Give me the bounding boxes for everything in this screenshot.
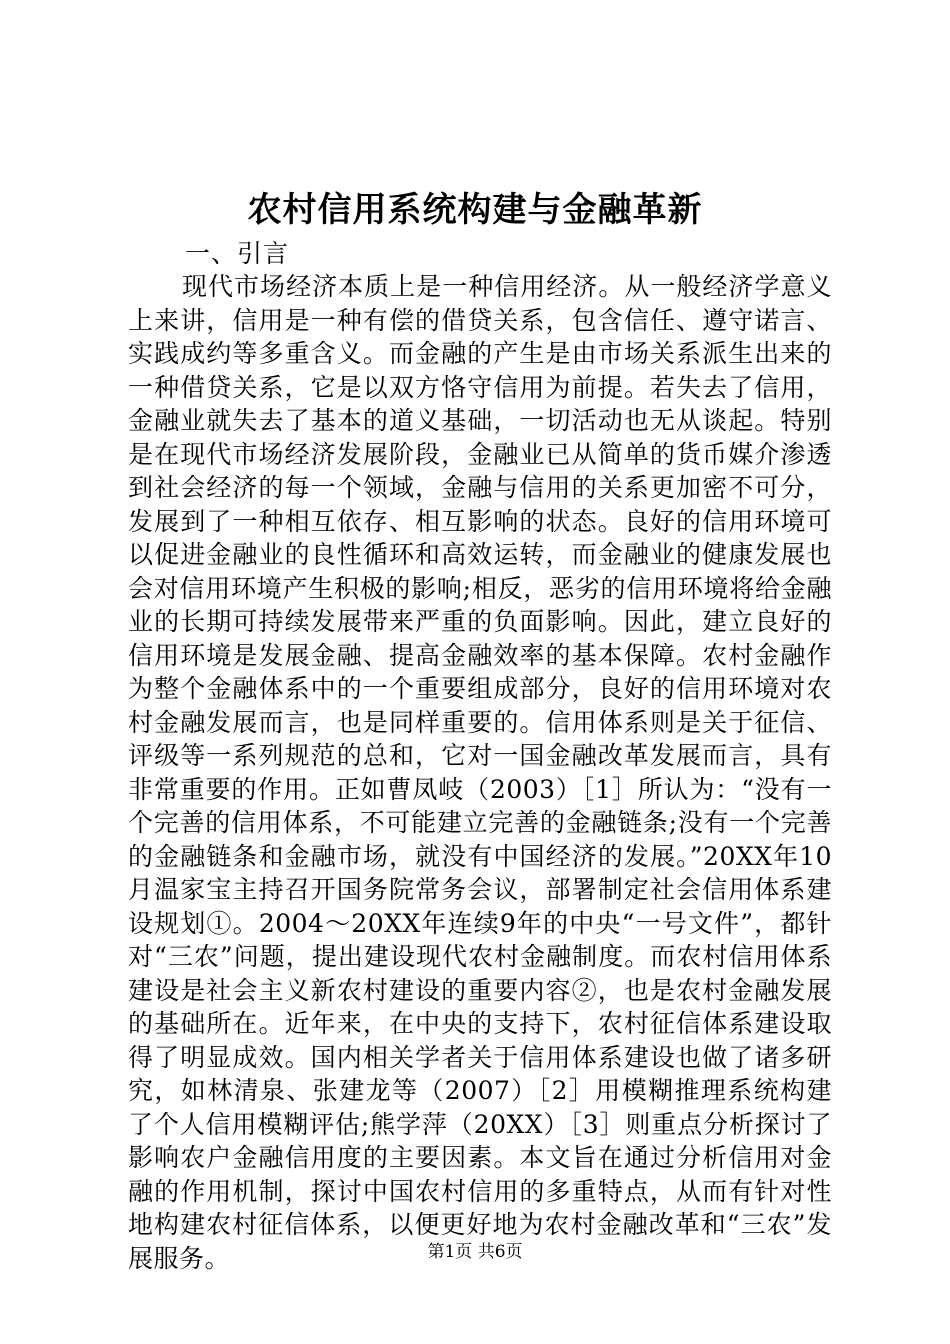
document-title: 农村信用系统构建与金融革新 xyxy=(247,190,703,230)
body-paragraph: 现代市场经济本质上是一种信用经济。从一般经济学意义上来讲，信用是一种有偿的借贷关系，包含信任、遵守诺言、实践成约等多重含义。而金融的产生是由市场关系派生出来的一种借贷关系，它是以双方恪守信用为前提。若失去了信用，金融业就失去了基本的道义基础，一切活动也无从谈起。特别是在现代市场经济发展阶段，金融业已从简单的货币媒介渗透到社会经济的每一个领域，金融与信用的关系更加密不可分，发展到了一种相互依存、相互影响的状态。良好的信用环境可以促进金融业的良性循环和高效运转，而金融业的健康发展也会对信用环境产生积极的影响;相反，恶劣的信用环境将给金融业的长期可持续发展带来严重的负面影响。因此，建立良好的信用环境是发展金融、提高金融效率的基本保障。农村金融作为整个金融体系中的一个重要组成部分，良好的信用环境对农村金融发展而言，也是同样重要的。信用体系则是关于征信、评级等一系列规范的总和，它对一国金融改革发展而言，具有非常重要的作用。正如曹凤岐（2003）［1］所认为：“没有一个完善的信用体系，不可能建立完善的金融链条;没有一个完善的金融链条和金融市场，就没有中国经济的发展。”20XX年10月温家宝主持召开国务院常务会议，部署制定社会信用体系建设规划①。2004～20XX年连续9年的中央“一号文件”，都针对“三农”问题，提出建设现代农村金融制度。而农村信用体系建设是社会主义新农村建设的重要内容②，也是农村金融发展的基础所在。近年来，在中央的支持下，农村征信体系建设取得了明显成效。国内相关学者关于信用体系建设也做了诸多研究，如林清泉、张建龙等（2007）［2］用模糊推理系统构建了个人信用模糊评估;熊学萍（20XX）［3］则重点分析探讨了影响农户金融信用度的主要因素。本文旨在通过分析信用对金融的作用机制，探讨中国农村信用的多重特点，从而有针对性地构建农村征信体系，以便更好地为农村金融改革和“三农”发展服务。 xyxy=(128,272,832,1273)
page-footer: 第1页 共6页 xyxy=(427,1242,523,1262)
section-heading: 一、引言 xyxy=(185,239,290,268)
